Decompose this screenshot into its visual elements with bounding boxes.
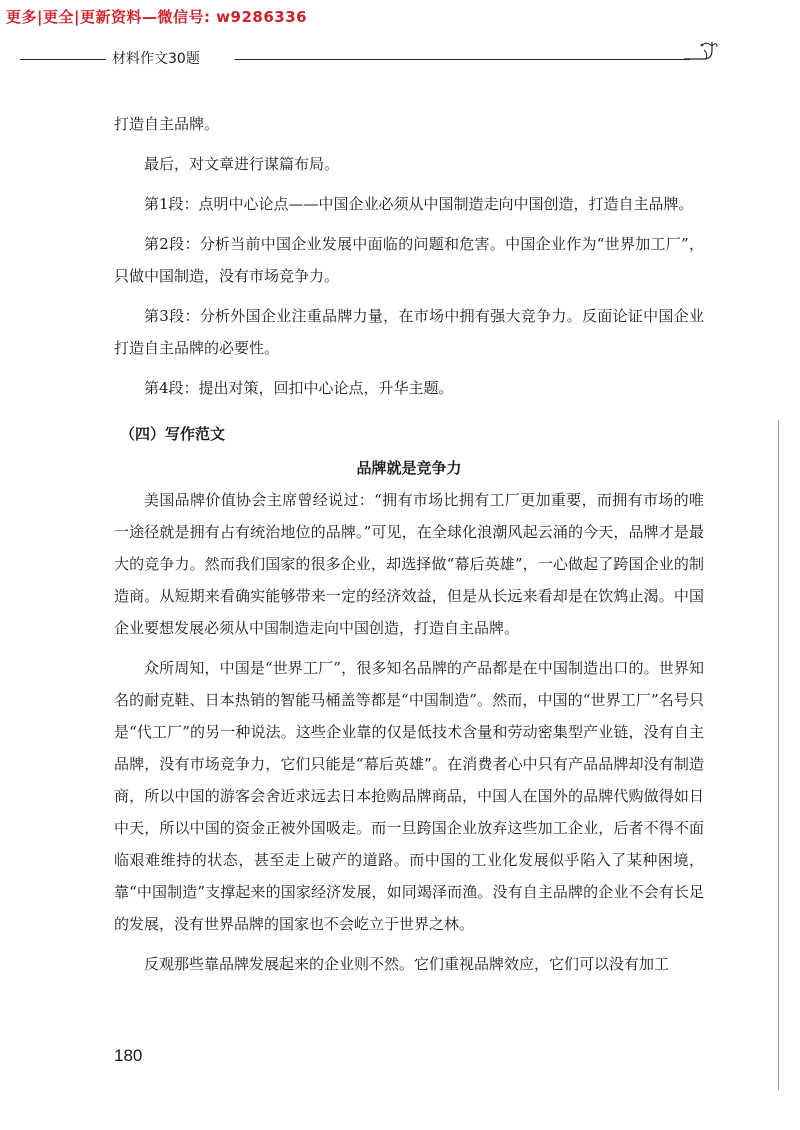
essay-paragraph: 反观那些靠品牌发展起来的企业则不然。它们重视品牌效应，它们可以没有加工 xyxy=(144,955,670,973)
text-paragraph: 最后，对文章进行谋篇布局。 xyxy=(144,155,340,173)
section-heading: （四）写作范文 xyxy=(120,425,226,443)
header-rule-right xyxy=(235,59,690,60)
text-paragraph: 打造自主品牌。 xyxy=(114,115,220,133)
watermark-banner: 更多|更全|更新资料—微信号: w9286336 xyxy=(6,8,308,26)
text-paragraph: 第1段：点明中心论点——中国企业必须从中国制造走向中国创造，打造自主品牌。 xyxy=(144,195,694,213)
corner-flourish-icon xyxy=(682,38,718,68)
scan-edge-line xyxy=(778,420,779,1090)
text-paragraph: 第3段：分析外国企业注重品牌力量，在市场中拥有强大竞争力。反面论证中国企业打造自主品牌的必要性。 xyxy=(114,307,704,357)
text-paragraph: 第2段：分析当前中国企业发展中面临的问题和危害。中国企业作为“世界加工厂”，只做中国制造，没有市场竞争力。 xyxy=(114,235,704,285)
essay-title: 品牌就是竞争力 xyxy=(356,459,462,477)
essay-paragraph: 众所周知，中国是“世界工厂”，很多知名品牌的产品都是在中国制造出口的。世界知名的耐克鞋、日本热销的智能马桶盖等都是“中国制造”。然而，中国的“世界工厂”名号只是“代工厂”的另一种说法。这些企业靠的仅是低技术含量和劳动密集型产业链，没有自主品牌，没有市场竞争力，它们只能是“幕后英雄”。在消费者心中只有产品品牌却没有制造商，所以中国的游客会舍近求远去日本抢购品牌商品，中国人在国外的品牌代购做得如日中天，所以中国的资金正被外国吸走。而一旦跨国企业放弃这些加工企业，后者不得不面临艰难维持的状态，甚至走上破产的道路。而中国的工业化发展似乎陷入了某种困境，靠“中国制造”支撑起来的国家经济发展，如同竭泽而渔。没有自主品牌的企业不会有长足的发展，没有世界品牌的国家也不会屹立于世界之林。 xyxy=(114,659,704,933)
text-paragraph: 第4段：提出对策，回扣中心论点，升华主题。 xyxy=(144,379,454,397)
page-number: 180 xyxy=(114,1046,143,1065)
header-rule-left xyxy=(20,59,106,60)
header-title: 材料作文30题 xyxy=(112,51,200,67)
page-content xyxy=(114,108,704,980)
essay-paragraph: 美国品牌价值协会主席曾经说过：“拥有市场比拥有工厂更加重要，而拥有市场的唯一途径就是拥有占有统治地位的品牌。”可见，在全球化浪潮风起云涌的今天，品牌才是最大的竞争力。然而我们国家的很多企业，却选择做“幕后英雄”，一心做起了跨国企业的制造商。从短期来看确实能够带来一定的经济效益，但是从长远来看却是在饮鸩止渴。中国企业要想发展必须从中国制造走向中国创造，打造自主品牌。 xyxy=(114,491,704,637)
running-header xyxy=(20,42,710,72)
